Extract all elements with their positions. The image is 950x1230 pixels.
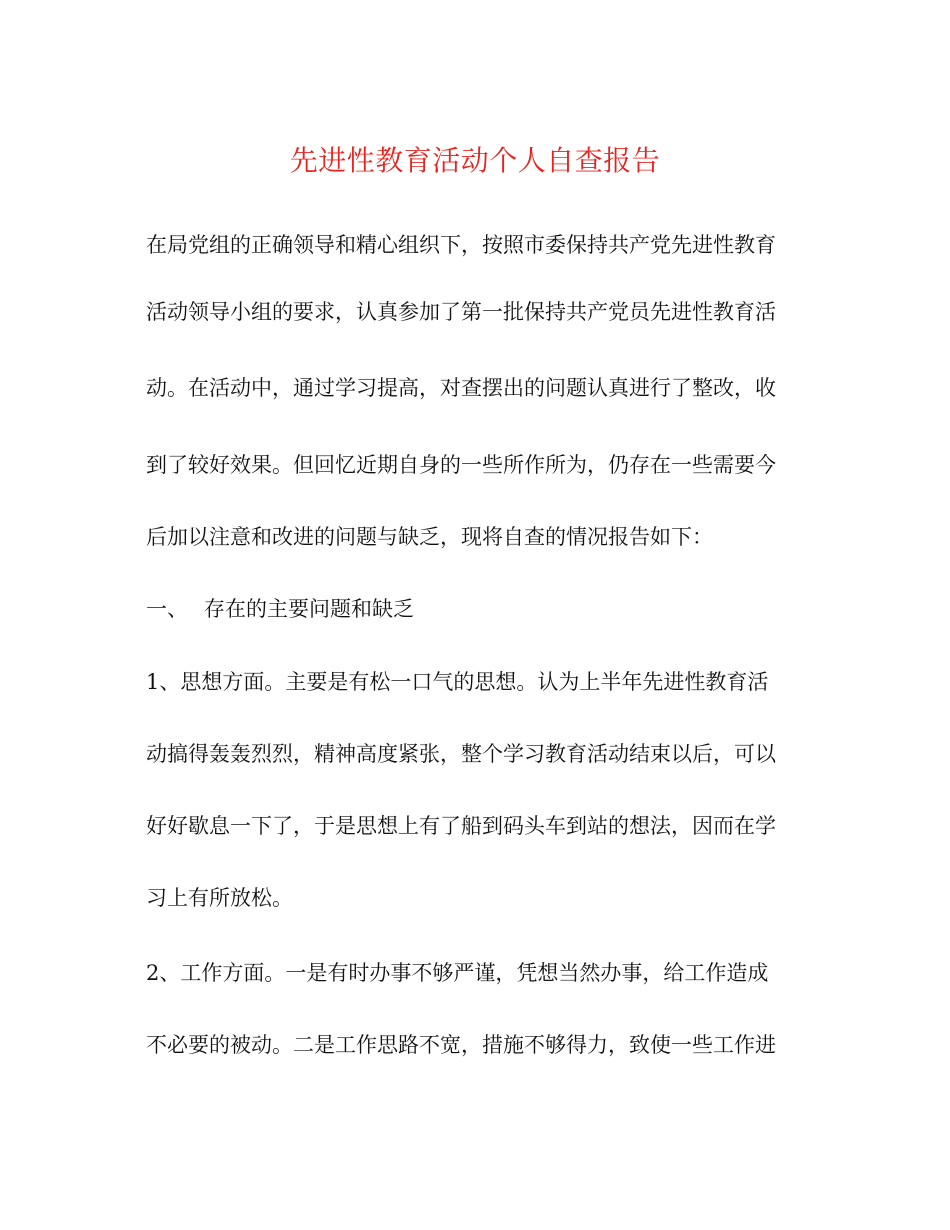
document-title: 先进性教育活动个人自查报告: [289, 144, 661, 177]
item1-line-3: 好好歇息一下了，于是思想上有了船到码头车到站的想法，因而在学: [146, 814, 776, 838]
intro-line-2: 活动领导小组的要求，认真参加了第一批保持共产党员先进性教育活: [146, 300, 776, 324]
intro-line-1: 在局党组的正确领导和精心组织下，按照市委保持共产党先进性教育: [146, 233, 776, 257]
item1-line-4: 习上有所放松。: [146, 886, 293, 910]
intro-line-4: 到了较好效果。但回忆近期自身的一些所作所为，仍存在一些需要今: [146, 453, 776, 477]
section-heading: [146, 594, 414, 624]
section-heading-text: 存在的主要问题和缺乏: [204, 597, 414, 621]
intro-line-3: 动。在活动中，通过学习提高，对查摆出的问题认真进行了整改，收: [146, 376, 776, 400]
section-heading-number: 一、: [146, 597, 188, 621]
intro-line-5: 后加以注意和改进的问题与缺乏，现将自查的情况报告如下：: [146, 525, 713, 549]
item2-line-1: 2、工作方面。一是有时办事不够严谨，凭想当然办事，给工作造成: [146, 961, 769, 985]
item1-line-1: 1、思想方面。主要是有松一口气的思想。认为上半年先进性教育活: [146, 670, 769, 694]
item1-line-2: 动搞得轰轰烈烈，精神高度紧张，整个学习教育活动结束以后，可以: [146, 742, 776, 766]
item2-line-2: 不必要的被动。二是工作思路不宽，措施不够得力，致使一些工作进: [146, 1033, 776, 1057]
